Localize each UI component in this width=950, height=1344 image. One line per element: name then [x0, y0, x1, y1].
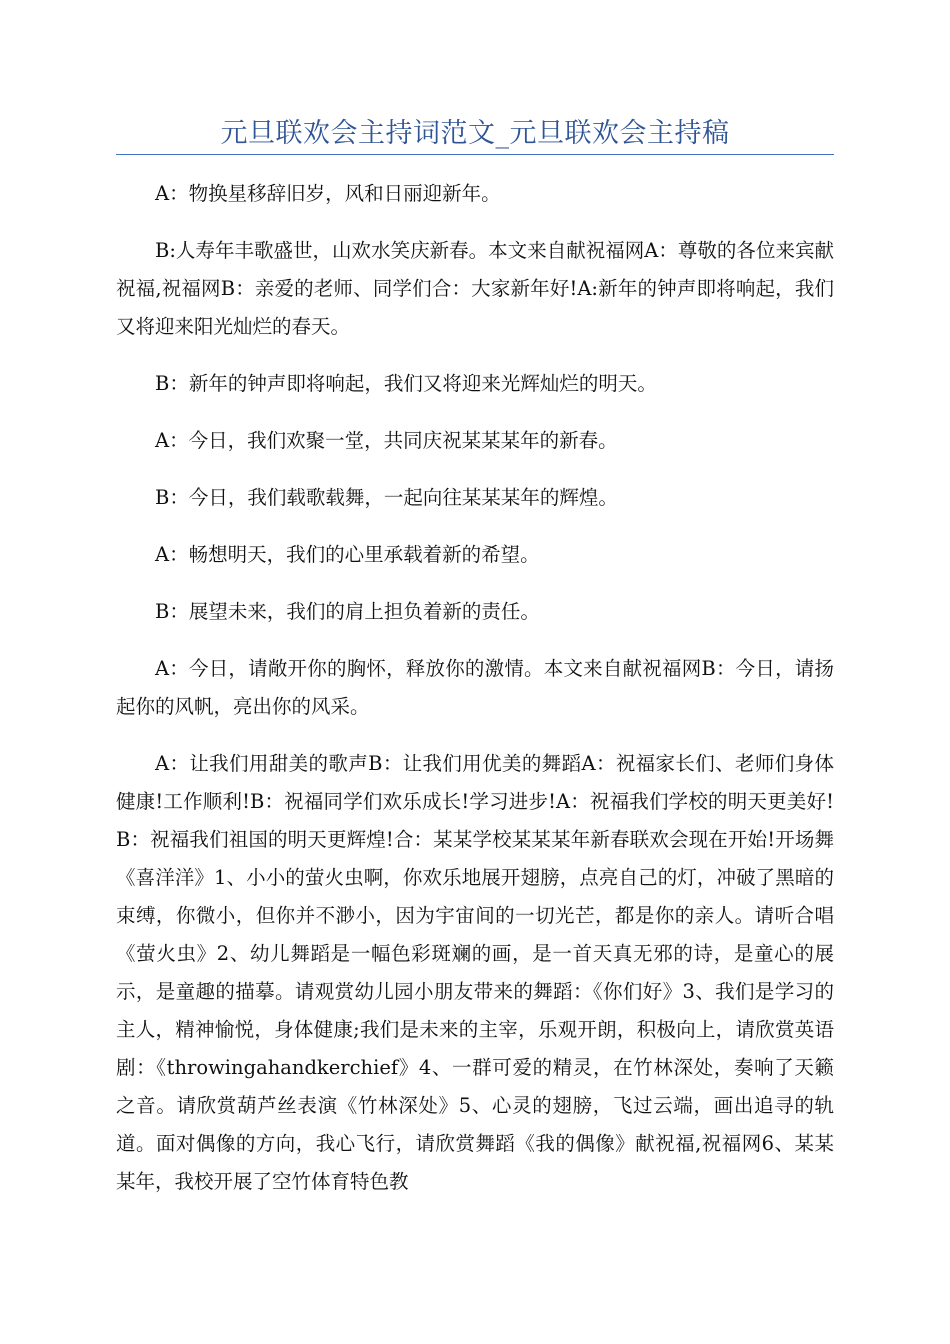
paragraph-6: A：畅想明天，我们的心里承载着新的希望。 [155, 543, 540, 566]
paragraph-9: A：让我们用甜美的歌声B：让我们用优美的舞蹈A：祝福家长们、老师们身体健康!工作顺利!B：祝福同学们欢乐成长!学习进步!A：祝福我们学校的明天更美好!B：祝福我们祖国的明天更辉煌!合：某某学校某某某年新春联欢会现在开始!开场舞《喜洋洋》1、小小的萤火虫啊，你欢乐地展开翅膀，点亮自己的灯，冲破了黑暗的束缚，你微小，但你并不渺小，因为宇宙间的一切光芒，都是你的亲人。请听合唱《萤火虫》2、幼儿舞蹈是一幅色彩斑斓的画，是一首天真无邪的诗，是童心的展示，是童趣的描摹。请观赏幼儿园小朋友带来的舞蹈：《你们好》3、我们是学习的主人，精神愉悦，身体健康;我们是未来的主宰，乐观开朗，积极向上，请欣赏英语剧：《throwingahandkerchief》4、一群可爱的精灵，在竹林深处，奏响了天籁之音。请欣赏葫芦丝表演《竹林深处》5、心灵的翅膀，飞过云端，画出追寻的轨道。面对偶像的方向，我心飞行，请欣赏舞蹈《我的偶像》献祝福,祝福网6、某某某年，我校开展了空竹体育特色教 [116, 752, 834, 1193]
document-body [116, 175, 834, 1220]
paragraph-2: B:人寿年丰歌盛世，山欢水笑庆新春。本文来自献祝福网A：尊敬的各位来宾献祝福,祝福网B：亲爱的老师、同学们合：大家新年好!A:新年的钟声即将响起，我们又将迎来阳光灿烂的春天。 [116, 239, 834, 338]
paragraph-4: A：今日，我们欢聚一堂，共同庆祝某某某年的新春。 [155, 429, 618, 452]
paragraph-7: B：展望未来，我们的肩上担负着新的责任。 [155, 600, 540, 623]
paragraph-8: A：今日，请敞开你的胸怀，释放你的激情。本文来自献祝福网B：今日，请扬起你的风帆，亮出你的风采。 [116, 657, 834, 718]
paragraph-3: B：新年的钟声即将响起，我们又将迎来光辉灿烂的明天。 [155, 372, 657, 395]
paragraph-1: A：物换星移辞旧岁，风和日丽迎新年。 [155, 182, 501, 205]
title-underline [116, 154, 834, 155]
paragraph-5: B：今日，我们载歌载舞，一起向往某某某年的辉煌。 [155, 486, 618, 509]
document-title: 元旦联欢会主持词范文_元旦联欢会主持稿 [220, 118, 730, 149]
